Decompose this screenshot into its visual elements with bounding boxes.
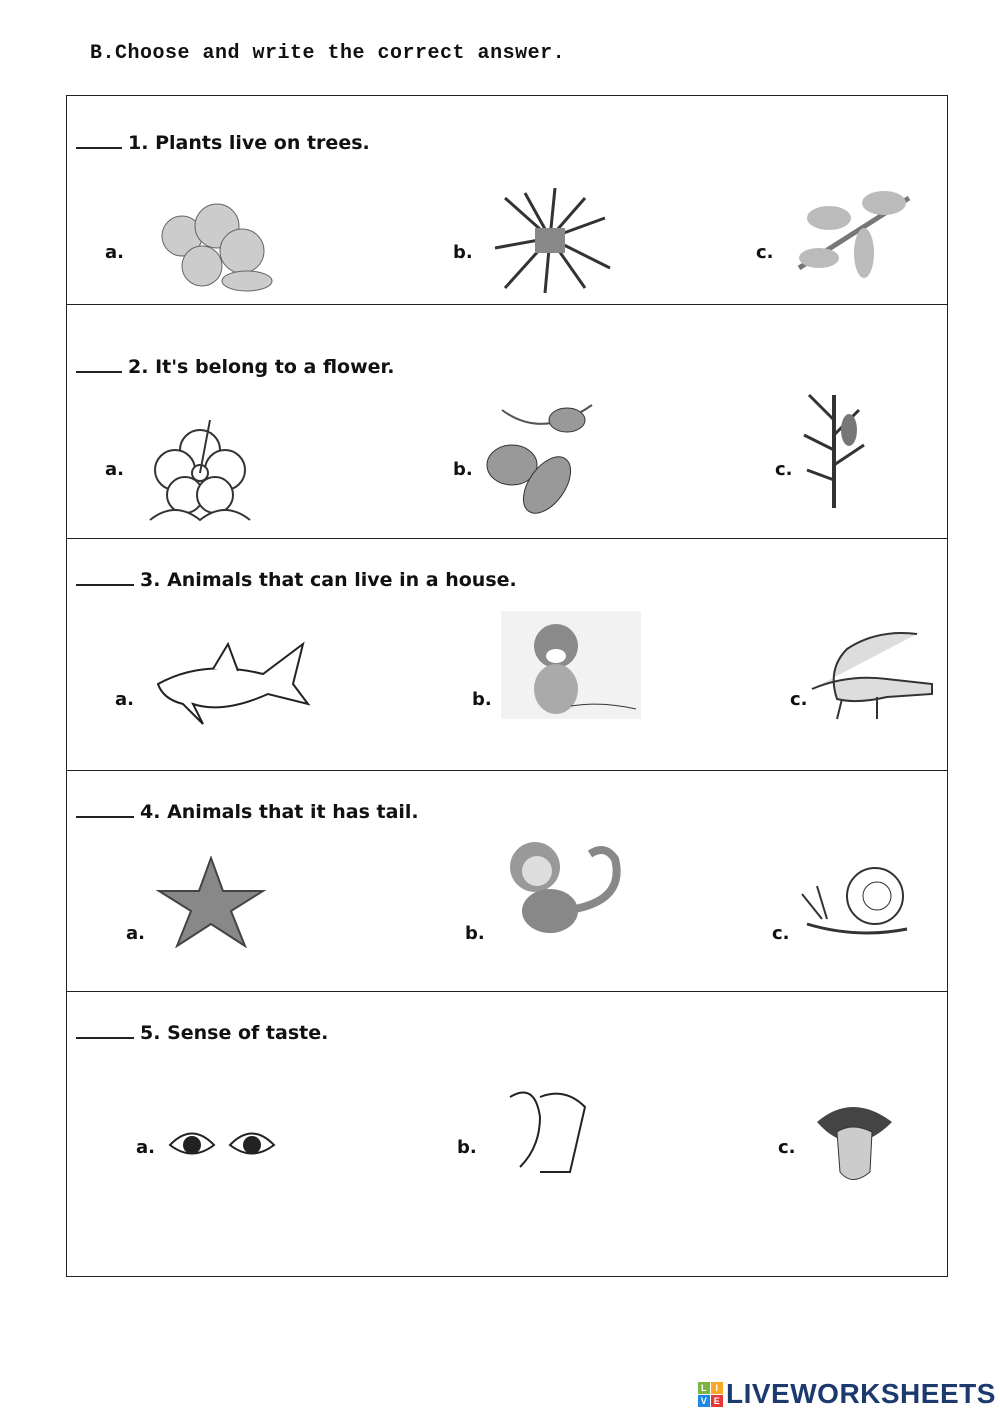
- answer-blank-2[interactable]: [76, 371, 122, 373]
- option-label[interactable]: a.: [105, 242, 124, 263]
- option-label[interactable]: b.: [465, 923, 485, 944]
- logo-text: LIVEWORKSHEETS: [726, 1378, 996, 1409]
- liveworksheets-logo: [698, 1378, 996, 1410]
- logo-tile: E: [711, 1395, 723, 1407]
- answer-blank-5[interactable]: [76, 1037, 134, 1039]
- question-text: Plants live on trees.: [155, 132, 370, 154]
- question-row-2: [67, 305, 947, 539]
- crocodile-picture: [807, 629, 937, 724]
- answer-blank-1[interactable]: [76, 147, 122, 149]
- cucumber-plant-picture: [482, 400, 597, 520]
- puppy-picture: [501, 611, 641, 719]
- option-label[interactable]: a.: [136, 1137, 155, 1158]
- question-row-5: [67, 992, 947, 1276]
- ear-picture: [495, 1077, 590, 1177]
- monkey-picture: [495, 839, 630, 939]
- starfish-picture: [155, 856, 267, 948]
- shark-picture: [153, 639, 313, 729]
- hibiscus-picture: [145, 415, 255, 525]
- question-number: 2.: [128, 356, 149, 378]
- logo-tile: I: [711, 1382, 723, 1394]
- question-table: [66, 95, 948, 1277]
- logo-tile: V: [698, 1395, 710, 1407]
- question-row-1: [67, 96, 947, 305]
- option-label[interactable]: b.: [472, 689, 492, 710]
- question-text: Animals that it has tail.: [167, 801, 419, 823]
- option-label[interactable]: b.: [453, 242, 473, 263]
- question-number: 5.: [140, 1022, 161, 1044]
- staghorn-fern-picture: [485, 188, 615, 298]
- flowering-branch-picture: [789, 178, 919, 288]
- question-row-3: [67, 539, 947, 771]
- question-row-4: [67, 771, 947, 992]
- question-text: Animals that can live in a house.: [167, 569, 517, 591]
- logo-tile: L: [698, 1382, 710, 1394]
- mouth-tongue-picture: [812, 1092, 897, 1187]
- answer-blank-4[interactable]: [76, 816, 134, 818]
- question-number: 1.: [128, 132, 149, 154]
- instruction: B.Choose and write the correct answer.: [90, 42, 566, 65]
- question-number: 4.: [140, 801, 161, 823]
- option-label[interactable]: a.: [115, 689, 134, 710]
- option-label[interactable]: c.: [772, 923, 790, 944]
- option-label[interactable]: a.: [126, 923, 145, 944]
- option-label[interactable]: a.: [105, 459, 124, 480]
- logo-tiles: [698, 1382, 723, 1407]
- question-number: 3.: [140, 569, 161, 591]
- corn-plant-picture: [799, 390, 869, 510]
- option-label[interactable]: c.: [778, 1137, 796, 1158]
- option-label[interactable]: c.: [790, 689, 808, 710]
- snail-picture: [797, 864, 912, 939]
- answer-blank-3[interactable]: [76, 584, 134, 586]
- question-text: It's belong to a flower.: [155, 356, 395, 378]
- bougainvillea-picture: [147, 196, 277, 296]
- option-label[interactable]: b.: [457, 1137, 477, 1158]
- option-label[interactable]: c.: [775, 459, 793, 480]
- question-text: Sense of taste.: [167, 1022, 329, 1044]
- eyes-picture: [167, 1117, 277, 1172]
- option-label[interactable]: c.: [756, 242, 774, 263]
- option-label[interactable]: b.: [453, 459, 473, 480]
